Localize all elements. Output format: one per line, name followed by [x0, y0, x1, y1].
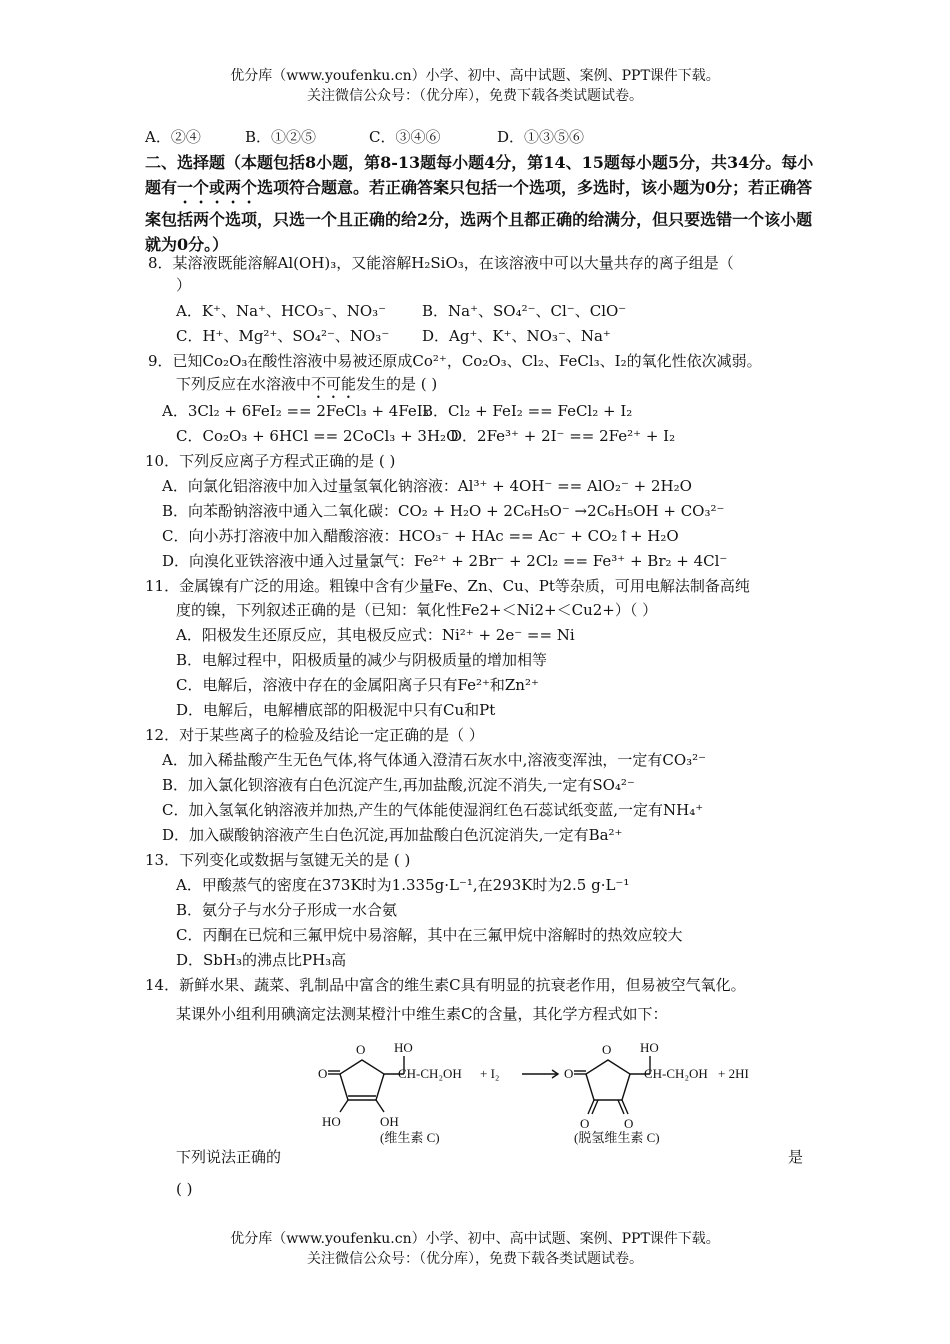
vitamin-c-ring [340, 1060, 384, 1100]
q14-stem-line-2: 某课外小组利用碘滴定法测某橙汁中维生素C的含量，其化学方程式如下： [176, 1005, 668, 1023]
carbonyl-oxygen-label: O [318, 1066, 328, 1081]
q13-option-d: D．SbH₃的沸点比PH₃高 [176, 951, 347, 969]
q13-option-c: C．丙酮在已烷和三氟甲烷中易溶解，其中在三氟甲烷中溶解时的热效应较大 [176, 926, 683, 944]
q9-stem-emphasis: 不可能 [311, 375, 357, 393]
q14-stem: 14．新鲜水果、蔬菜、乳制品中富含的维生素C具有明显的抗衰老作用，但易被空气氧化。 [145, 976, 746, 994]
q11-stem-line-2: 度的镍，下列叙述正确的是（已知：氧化性Fe2+＜Ni2+＜Cu2+）（ ） [176, 601, 658, 619]
plus-iodine-label: + I₂ [480, 1066, 500, 1081]
q8-stem-end: ） [176, 276, 192, 294]
q9-stem: 9．已知Co₂O₃在酸性溶液中易被还原成Co²⁺，Co₂O₃、Cl₂、FeCl₃、I₂的氧化性依次减弱。 [148, 352, 762, 370]
q9-option-c: C．Co₂O₃ + 6HCl == 2CoCl₃ + 3H₂O [176, 427, 459, 445]
q9-option-b: B．Cl₂ + FeI₂ == FeCl₂ + I₂ [422, 402, 633, 420]
q7-option-d: D．①③⑤⑥ [497, 128, 585, 146]
q7-option-a: A．②④ [145, 128, 201, 146]
side-chain-ho-label-2: HO [640, 1040, 659, 1055]
section-2-emphasis: 一个或两个 [177, 178, 258, 197]
q9-option-a: A．3Cl₂ + 6FeI₂ == 2FeCl₃ + 4FeI₃ [162, 402, 429, 420]
q13-option-b: B．氨分子与水分子形成一水合氨 [176, 901, 398, 919]
q11-option-a: A．阳极发生还原反应，其电极反应式：Ni²⁺ + 2e⁻ == Ni [176, 626, 575, 644]
q8-option-b: B．Na⁺、SO₄²⁻、Cl⁻、ClO⁻ [422, 302, 627, 320]
q14-conclusion-left: 下列说法正确的 [176, 1148, 282, 1166]
q11-option-d: D．电解后，电解槽底部的阳极泥中只有Cu和Pt [176, 701, 496, 719]
dehydro-vitamin-c-ring [586, 1060, 630, 1100]
keto-oxygen-label-2: O [624, 1116, 634, 1131]
vitamin-c-reaction-figure [318, 1038, 788, 1150]
side-chain-label-2: CH-CH₂OH [644, 1066, 708, 1081]
footer-line-2: 关注微信公众号：（优分库），免费下载各类试题试卷。 [307, 1251, 643, 1267]
q8-option-c: C．H⁺、Mg²⁺、SO₄²⁻、NO₃⁻ [176, 327, 390, 345]
q9-stem-post: 发生的是 ( ) [356, 375, 438, 393]
q10-option-a: A．向氯化铝溶液中加入过量氢氧化钠溶液：Al³⁺ + 4OH⁻ == AlO₂⁻ + 2H₂O [162, 477, 692, 495]
q13-option-a: A．甲酸蒸气的密度在373K时为1.335g·L⁻¹,在293K时为2.5 g·L⁻¹ [176, 876, 630, 894]
header-line-2: 关注微信公众号：（优分库），免费下载各类试题试卷。 [307, 88, 643, 104]
q12-option-d: D．加入碳酸钠溶液产生白色沉淀,再加盐酸白色沉淀消失,一定有Ba²⁺ [162, 826, 623, 844]
footer-line-1: 优分库（www.youfenku.cn）小学、初中、高中试题、案例、PPT课件下载。 [230, 1231, 720, 1247]
section-2-title: 二、选择题（本题包括8小题，第8-13题每小题4分，第14、15题每小题5分，共34分。每小题有 [145, 153, 814, 197]
q11-stem: 11．金属镍有广泛的用途。粗镍中含有少量Fe、Zn、Cu、Pt等杂质，可用电解法制备高纯 [145, 577, 750, 595]
section-2-heading [145, 150, 825, 257]
q11-option-c: C．电解后，溶液中存在的金属阳离子只有Fe²⁺和Zn²⁺ [176, 676, 539, 694]
carbonyl-oxygen-label-2: O [564, 1066, 574, 1081]
q7-option-b: B．①②⑤ [245, 128, 317, 146]
q10-option-c: C．向小苏打溶液中加入醋酸溶液：HCO₃⁻ + HAc == Ac⁻ + CO₂↑+ H₂O [162, 527, 679, 545]
q14-conclusion-right: 是 [788, 1148, 804, 1166]
side-chain-label: CH-CH₂OH [398, 1066, 462, 1081]
q14-answer-blank: ( ) [176, 1180, 193, 1198]
q12-option-b: B．加入氯化钡溶液有白色沉淀产生,再加盐酸,沉淀不消失,一定有SO₄²⁻ [162, 776, 635, 794]
keto-oxygen-label-1: O [580, 1116, 590, 1131]
q9-option-d: D．2Fe³⁺ + 2I⁻ == 2Fe²⁺ + I₂ [450, 427, 676, 445]
header-line-1: 优分库（www.youfenku.cn）小学、初中、高中试题、案例、PPT课件下载。 [230, 68, 720, 84]
ring-oxygen-label: O [356, 1042, 366, 1057]
enol-ho-label: HO [322, 1114, 341, 1129]
q10-stem: 10．下列反应离子方程式正确的是 ( ) [145, 452, 396, 470]
dehydro-vitamin-c-caption: (脱氢维生素 C) [574, 1130, 660, 1145]
enol-oh-label: OH [380, 1114, 399, 1129]
q10-option-b: B．向苯酚钠溶液中通入二氧化碳：CO₂ + H₂O + 2C₆H₅O⁻ →2C₆H₅OH + CO₃²⁻ [162, 502, 725, 520]
ring-oxygen-label-2: O [602, 1042, 612, 1057]
q8-option-a: A．K⁺、Na⁺、HCO₃⁻、NO₃⁻ [176, 302, 387, 320]
q8-stem: 8．某溶液既能溶解Al(OH)₃，又能溶解H₂SiO₃，在该溶液中可以大量共存的离子组是（ [148, 254, 734, 272]
q10-option-d: D．向溴化亚铁溶液中通入过量氯气：Fe²⁺ + 2Br⁻ + 2Cl₂ == Fe³⁺ + Br₂ + 4Cl⁻ [162, 552, 728, 570]
section-2-rest: 选项符合题意。若正确答案只包括一个选项，多选时，该小题为0分；若正确答案包括两个选项，只选一个且正确的给2分，选两个且都正确的给满分，但只要选错一个该小题就为0分。） [145, 178, 813, 254]
q11-option-b: B．电解过程中，阳极质量的减少与阴极质量的增加相等 [176, 651, 548, 669]
q12-stem: 12．对于某些离子的检验及结论一定正确的是（ ） [145, 726, 484, 744]
q13-stem: 13．下列变化或数据与氢键无关的是 ( ) [145, 851, 411, 869]
vitamin-c-caption: (维生素 C) [380, 1130, 440, 1145]
plus-hi-label: + 2HI [718, 1066, 749, 1081]
q9-stem-pre: 下列反应在水溶液中 [176, 375, 312, 393]
q12-option-c: C．加入氢氧化钠溶液并加热,产生的气体能使湿润红色石蕊试纸变蓝,一定有NH₄⁺ [162, 801, 704, 819]
q8-option-d: D．Ag⁺、K⁺、NO₃⁻、Na⁺ [422, 327, 611, 345]
q9-stem-line-2 [176, 373, 437, 402]
q7-option-c: C．③④⑥ [369, 128, 441, 146]
q12-option-a: A．加入稀盐酸产生无色气体,将气体通入澄清石灰水中,溶液变浑浊，一定有CO₃²⁻ [162, 751, 707, 769]
side-chain-ho-label: HO [394, 1040, 413, 1055]
